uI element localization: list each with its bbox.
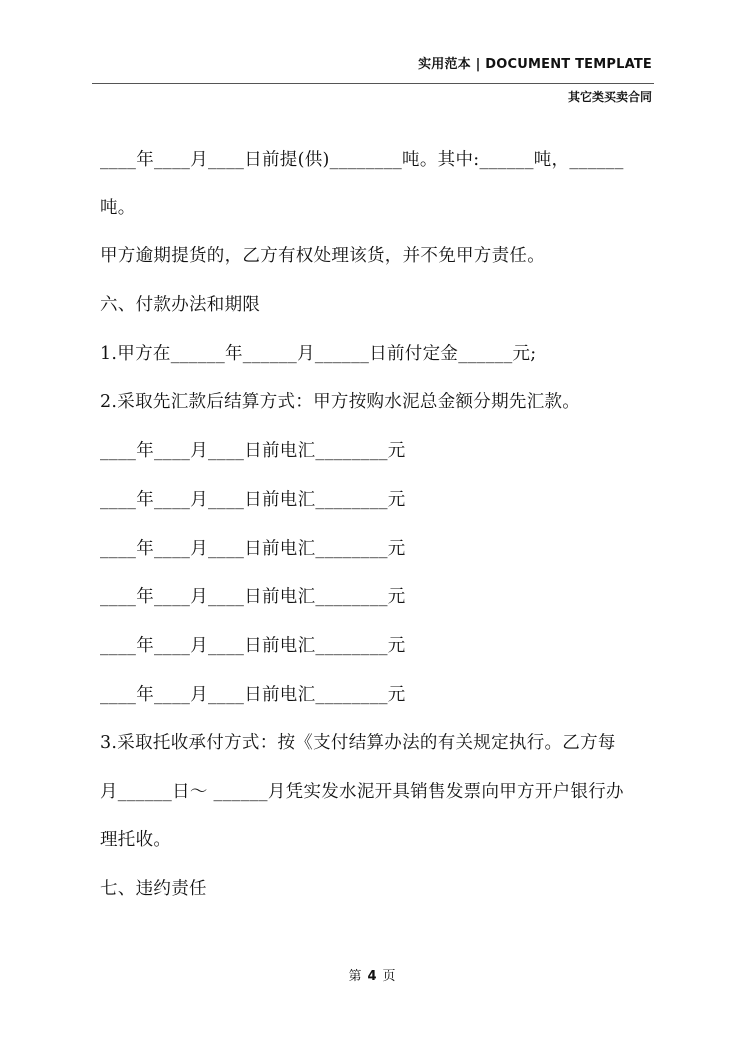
page-number <box>0 965 744 984</box>
page-suffix: 页 <box>382 969 396 984</box>
body-line: 吨。 <box>100 198 136 218</box>
payment-line: ____年____月____日前电汇________元 <box>100 539 406 559</box>
header-title: 实用范本 | DOCUMENT TEMPLATE <box>418 57 652 72</box>
page-value: 4 <box>367 969 377 984</box>
payment-line: ____年____月____日前电汇________元 <box>100 685 406 705</box>
body-line: 月______日～ ______月凭实发水泥开具销售发票向甲方开户银行办 <box>100 782 624 802</box>
payment-line: ____年____月____日前电汇________元 <box>100 441 406 461</box>
page-prefix: 第 <box>348 969 362 984</box>
header-divider <box>92 83 654 84</box>
section-heading: 六、付款办法和期限 <box>100 295 261 315</box>
body-line: 3.采取托收承付方式：按《支付结算办法的有关规定执行。乙方每 <box>100 733 616 753</box>
section-heading: 七、违约责任 <box>100 879 207 899</box>
payment-line: ____年____月____日前电汇________元 <box>100 587 406 607</box>
body-line: 甲方逾期提货的，乙方有权处理该货，并不免甲方责任。 <box>100 246 545 266</box>
body-line: 2.采取先汇款后结算方式：甲方按购水泥总金额分期先汇款。 <box>100 392 581 412</box>
payment-line: ____年____月____日前电汇________元 <box>100 636 406 656</box>
body-line: 1.甲方在______年______月______日前付定金______元; <box>100 344 537 364</box>
body-line: ____年____月____日前提(供)________吨。其中:______吨，______ <box>100 150 624 170</box>
header-subtitle: 其它类买卖合同 <box>567 90 652 104</box>
body-line: 理托收。 <box>100 830 172 850</box>
payment-line: ____年____月____日前电汇________元 <box>100 490 406 510</box>
